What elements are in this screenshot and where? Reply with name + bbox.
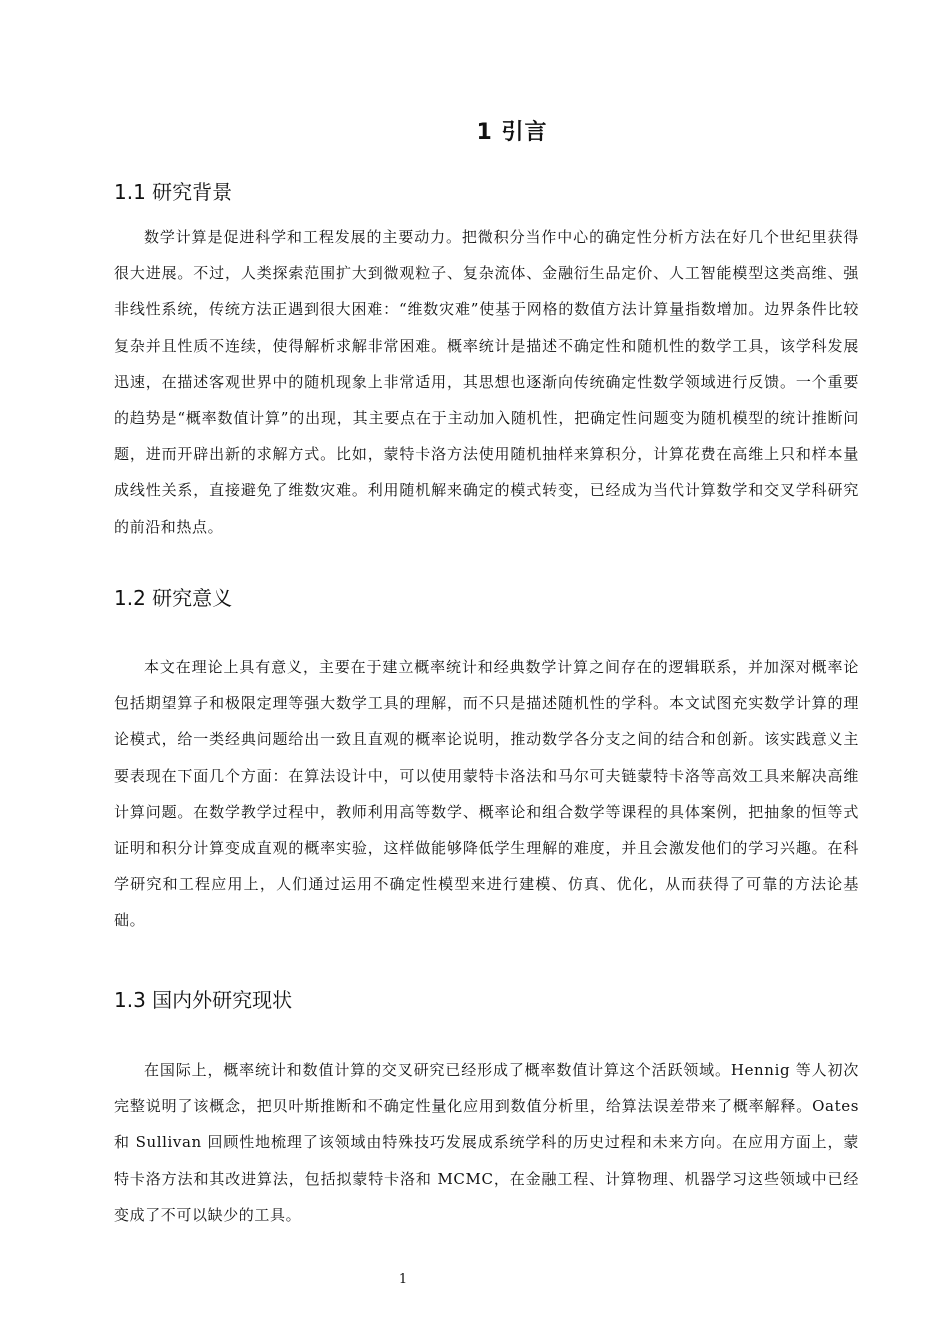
section-heading: 1.3 国内外研究现状 bbox=[114, 988, 293, 1012]
section-paragraph: 在国际上，概率统计和数值计算的交叉研究已经形成了概率数值计算这个活跃领域。Hennig 等人初次完整说明了该概念，把贝叶斯推断和不确定性量化应用到数值分析里，给算法误差带来了概率解释。Oates 和 Sullivan 回顾性地梳理了该领域由特殊技巧发展成系统学科的历史过程和未来方向。在应用方面上，蒙特卡洛方法和其改进算法，包括拟蒙特卡洛和 MCMC，在金融工程、计算物理、机器学习这些领域中已经变成了不可以缺少的工具。 bbox=[114, 1061, 859, 1224]
section-research-significance bbox=[114, 584, 859, 939]
section-research-background bbox=[114, 178, 859, 545]
page-number: 1 bbox=[398, 1272, 408, 1287]
section-paragraph: 本文在理论上具有意义，主要在于建立概率统计和经典数学计算之间存在的逻辑联系，并加深对概率论包括期望算子和极限定理等强大数学工具的理解，而不只是描述随机性的学科。本文试图充实数学计算的理论模式，给一类经典问题给出一致且直观的概率论说明，推动数学各分支之间的结合和创新。该实践意义主要表现在下面几个方面：在算法设计中，可以使用蒙特卡洛法和马尔可夫链蒙特卡洛等高效工具来解决高维计算问题。在数学教学过程中，教师利用高等数学、概率论和组合数学等课程的具体案例，把抽象的恒等式证明和积分计算变成直观的概率实验，这样做能够降低学生理解的难度，并且会激发他们的学习兴趣。在科学研究和工程应用上，人们通过运用不确定性模型来进行建模、仿真、优化，从而获得了可靠的方法论基础。 bbox=[114, 658, 859, 930]
section-research-status bbox=[114, 986, 859, 1233]
section-paragraph: 数学计算是促进科学和工程发展的主要动力。把微积分当作中心的确定性分析方法在好几个世纪里获得很大进展。不过，人类探索范围扩大到微观粒子、复杂流体、金融衍生品定价、人工智能模型这类高维、强非线性系统，传统方法正遇到很大困难：“维数灾难”使基于网格的数值方法计算量指数增加。边界条件比较复杂并且性质不连续，使得解析求解非常困难。概率统计是描述不确定性和随机性的数学工具，该学科发展迅速，在描述客观世界中的随机现象上非常适用，其思想也逐渐向传统确定性数学领域进行反馈。一个重要的趋势是“概率数值计算”的出现，其主要点在于主动加入随机性，把确定性问题变为随机模型的统计推断问题，进而开辟出新的求解方式。比如，蒙特卡洛方法使用随机抽样来算积分，计算花费在高维上只和样本量成线性关系，直接避免了维数灾难。利用随机解来确定的模式转变，已经成为当代计算数学和交叉学科研究的前沿和热点。 bbox=[114, 228, 859, 536]
section-heading: 1.1 研究背景 bbox=[114, 180, 233, 204]
section-heading: 1.2 研究意义 bbox=[114, 586, 233, 610]
chapter-title: 1 引言 bbox=[476, 119, 548, 145]
